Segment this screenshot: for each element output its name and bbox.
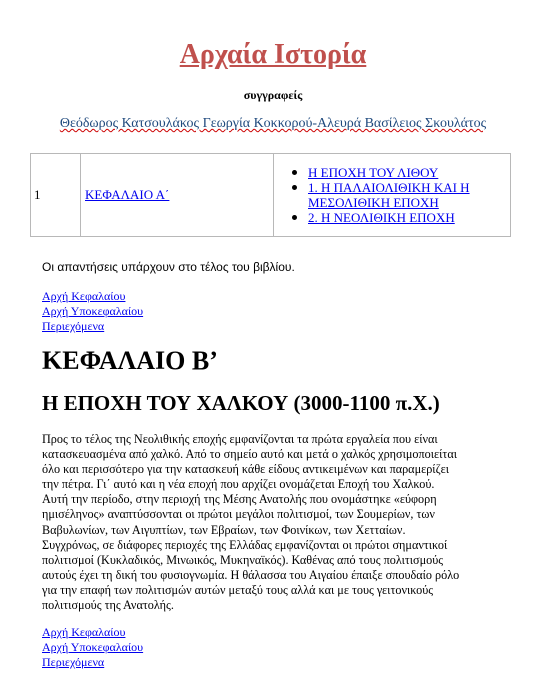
toc-item-link-line: ΜΕΣΟΛΙΘΙΚΗ ΕΠΟΧΗ [308,195,439,210]
subchapter-start-link[interactable]: Αρχή Υποκεφαλαίου [42,304,144,318]
body-line: Συγχρόνως, σε διάφορες περιοχές της Ελλάδας εμφανίζονται οι πρώτοι σημαντικοί [42,537,448,552]
contents-link[interactable]: Περιεχόμενα [42,655,105,669]
toc-row [31,154,511,237]
table-of-contents [30,153,511,237]
toc-item-link-line: 1. Η ΠΑΛΑΙΟΛΙΘΙΚΗ ΚΑΙ Η [308,180,470,195]
body-line: κατασκευασμένα από χαλκό. Από το σημείο αυτό και μετά ο χαλκός χρησιμοποιείται [42,447,457,462]
chapter-start-link[interactable]: Αρχή Κεφαλαίου [42,289,126,303]
chapter-heading: ΚΕΦΑΛΑΙΟ Β’ [42,346,218,375]
subchapter-start-link[interactable]: Αρχή Υποκεφαλαίου [42,640,144,654]
answers-note: Οι απαντήσεις υπάρχουν στο τέλος του βιβλίου. [42,260,295,274]
body-line: Βαβυλωνίων, των Αιγυπτίων, των Εβραίων, των Φοινίκων, των Χετταίων. [42,522,406,537]
navigation-links-top [42,289,143,334]
navigation-links-bottom [42,625,143,670]
authors-caption: συγγραφείς [243,88,303,102]
contents-link[interactable]: Περιεχόμενα [42,319,105,333]
body-line: ημισέληνος» αναπτύσσονται οι πρώτοι μεγάλοι πολιτισμοί, των Σουμερίων, των [42,507,435,522]
body-line: για την επαφή των πολιτισμών αυτών μεταξύ τους αλλά και με τους γειτονικούς [42,582,434,597]
body-line: όλο και περισσότερο για την κατασκευή κάθε είδους αντικειμένων και παραμερίζει [42,462,450,477]
authors-line [0,115,546,133]
toc-items-cell [274,154,511,237]
body-line: πολιτισμοί (Κυκλαδικός, Μινωικός, Μυκηναϊκός). Καθένας από τους πολιτισμούς [42,552,444,567]
body-line: Αυτή την περίοδο, στην περιοχή της Μέσης Ανατολής που ονομάστηκε «εύφορη [42,492,437,507]
body-line: πολιτισμούς της Ανατολής. [42,598,174,613]
toc-item [308,165,510,180]
document-title: Αρχαία Ιστορία [179,39,367,70]
authors-names: Θεόδωρος Κατσουλάκος Γεωργία Κοκκορού-Αλευρά Βασίλειος Σκουλάτος [59,116,487,131]
toc-item [308,210,510,225]
body-line: την πέτρα. Γι΄ αυτό και η νέα εποχή που αρχίζει ονομάζεται Εποχή του Χαλκού. [42,477,435,492]
toc-item-link-paleolithic[interactable] [308,180,470,210]
body-paragraph [42,432,492,613]
toc-item-link-neolithic[interactable]: 2. Η ΝΕΟΛΙΘΙΚΗ ΕΠΟΧΗ [308,210,455,225]
toc-chapter-cell [81,154,274,237]
body-line: αυτούς έχει τη δική του φυσιογνωμία. Η θάλασσα του Αιγαίου έπαιξε σπουδαίο ρόλο [42,567,460,582]
section-heading: Η ΕΠΟΧΗ ΤΟΥ ΧΑΛΚΟΥ (3000-1100 π.Χ.) [42,391,440,415]
toc-chapter-link[interactable]: ΚΕΦΑΛΑΙΟ Α΄ [85,187,170,202]
chapter-start-link[interactable]: Αρχή Κεφαλαίου [42,625,126,639]
toc-item-link-stone-age[interactable]: Η ΕΠΟΧΗ ΤΟΥ ΛΙΘΟΥ [308,165,439,180]
body-line: Προς το τέλος της Νεολιθικής εποχής εμφανίζονται τα πρώτα εργαλεία που είναι [42,432,438,446]
toc-number: 1 [31,154,81,237]
toc-item [308,180,510,210]
toc-items-list [278,165,510,225]
